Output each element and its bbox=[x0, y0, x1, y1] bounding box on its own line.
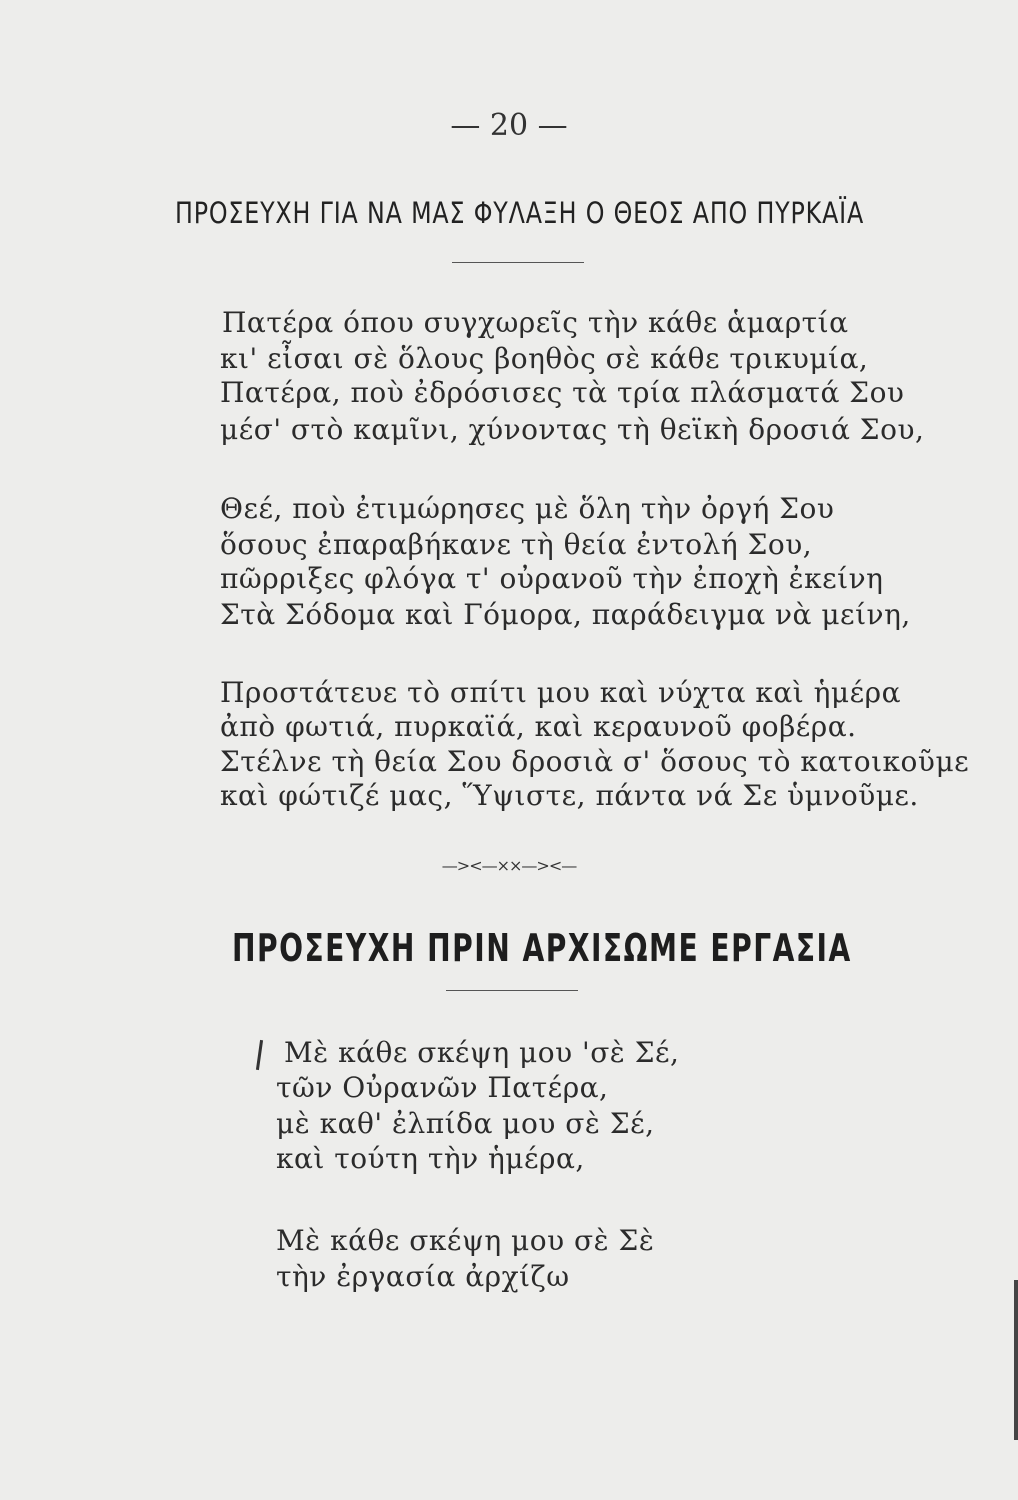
margin-pen-mark bbox=[256, 1040, 263, 1070]
poem1-stanza1-line2: κι' εἶσαι σὲ ὅλους βοηθὸς σὲ κάθε τρικυμία, bbox=[220, 342, 869, 375]
page-edge-shadow bbox=[1014, 1280, 1018, 1440]
title-underline-rule bbox=[452, 262, 584, 263]
poem1-stanza2-line2: ὅσους ἐπαραβήκανε τὴ θεία ἐντολή Σου, bbox=[220, 528, 813, 561]
poem2-stanza1-line1: Μὲ κάθε σκέψη μου 'σὲ Σέ, bbox=[284, 1036, 680, 1069]
page-number: — 20 — bbox=[450, 108, 568, 143]
poem2-stanza1-line4: καὶ τούτη τὴν ἡμέρα, bbox=[276, 1142, 585, 1175]
poem1-stanza3-line4: καὶ φώτιζέ μας, Ὕψιστε, πάντα νά Σε ὑμνοῦμε. bbox=[220, 779, 919, 812]
poem1-stanza2-line1: Θεέ, ποὺ ἐτιμώρησες μὲ ὅλη τὴν ὀργή Σου bbox=[220, 492, 835, 525]
poem1-stanza1-line4: μέσ' στὸ καμῖνι, χύνοντας τὴ θεϊκὴ δροσιά Σου, bbox=[220, 413, 925, 446]
poem2-stanza1-line2: τῶν Οὐρανῶν Πατέρα, bbox=[276, 1071, 609, 1104]
poem1-stanza1-line1: Πατέρα όπου συγχωρεῖς τὴν κάθε ἁμαρτία bbox=[222, 306, 849, 339]
prayer-title-fire: ΠΡΟΣΕΥΧΗ ΓΙΑ ΝΑ ΜΑΣ ΦΥΛΑΞΗ Ο ΘΕΟΣ ΑΠΟ ΠΥΡΚΑΪΑ bbox=[175, 196, 865, 230]
title-underline-rule bbox=[446, 990, 578, 991]
poem1-stanza3-line1: Προστάτευε τὸ σπίτι μου καὶ νύχτα καὶ ἡμέρα bbox=[220, 676, 901, 709]
poem1-stanza3-line3: Στέλνε τὴ θεία Σου δροσιὰ σ' ὅσους τὸ κατοικοῦμε bbox=[220, 745, 970, 778]
poem2-stanza1-line3: μὲ καθ' ἐλπίδα μου σὲ Σέ, bbox=[276, 1107, 655, 1140]
poem2-stanza2-line1: Μὲ κάθε σκέψη μου σὲ Σὲ bbox=[276, 1224, 655, 1257]
poem1-stanza2-line3: πῶρριξες φλόγα τ' οὐρανοῦ τὴν ἐποχὴ ἐκείνη bbox=[220, 562, 884, 595]
poem1-stanza1-line3: Πατέρα, ποὺ ἐδρόσισες τὰ τρία πλάσματά Σου bbox=[220, 376, 905, 409]
poem1-stanza3-line2: ἀπὸ φωτιά, πυρκαϊά, καὶ κεραυνοῦ φοβέρα. bbox=[220, 710, 857, 743]
poem2-stanza2-line2: τὴν ἐργασία ἀρχίζω bbox=[276, 1260, 570, 1293]
poem1-stanza2-line4: Στὰ Σόδομα καὶ Γόμορα, παράδειγμα νὰ μείνη, bbox=[220, 598, 911, 631]
section-divider-ornament: —><—××—><— bbox=[441, 856, 577, 875]
prayer-title-work: ΠΡΟΣΕΥΧΗ ΠΡΙΝ ΑΡΧΙΣΩΜΕ ΕΡΓΑΣΙΑ bbox=[232, 926, 852, 970]
